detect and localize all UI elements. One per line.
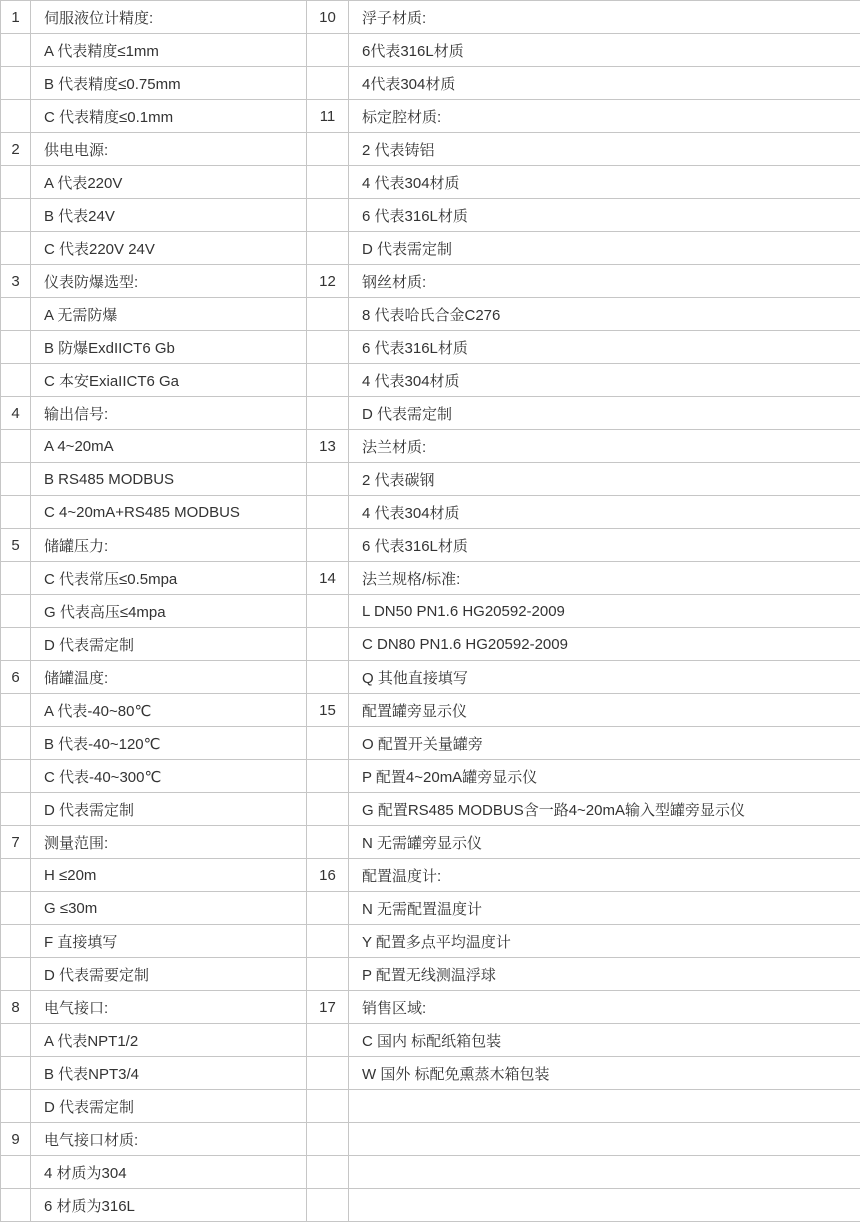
right-index-cell bbox=[307, 727, 349, 760]
left-index-cell bbox=[1, 562, 31, 595]
left-index-cell bbox=[1, 463, 31, 496]
right-index-cell: 14 bbox=[307, 562, 349, 595]
left-option-cell: B 代表精度≤0.75mm bbox=[31, 67, 307, 100]
left-option-cell: G ≤30m bbox=[31, 892, 307, 925]
right-index-cell bbox=[307, 199, 349, 232]
left-option-cell: D 代表需要定制 bbox=[31, 958, 307, 991]
right-option-cell: D 代表需定制 bbox=[349, 232, 860, 265]
left-index-cell: 1 bbox=[1, 1, 31, 34]
right-index-cell bbox=[307, 166, 349, 199]
left-index-cell bbox=[1, 364, 31, 397]
table-row bbox=[1, 1024, 860, 1057]
left-index-cell: 4 bbox=[1, 397, 31, 430]
left-index-cell bbox=[1, 1057, 31, 1090]
table-row bbox=[1, 628, 860, 661]
left-index-cell: 9 bbox=[1, 1123, 31, 1156]
left-option-cell: A 代表NPT1/2 bbox=[31, 1024, 307, 1057]
right-option-cell: 2 代表碳钢 bbox=[349, 463, 860, 496]
table-row bbox=[1, 100, 860, 133]
left-option-cell: 电气接口材质: bbox=[31, 1123, 307, 1156]
right-option-cell: 钢丝材质: bbox=[349, 265, 860, 298]
left-index-cell bbox=[1, 100, 31, 133]
right-option-cell: 法兰材质: bbox=[349, 430, 860, 463]
right-option-cell: G 配置RS485 MODBUS含一路4~20mA输入型罐旁显示仪 bbox=[349, 793, 860, 826]
right-option-cell: W 国外 标配免熏蒸木箱包装 bbox=[349, 1057, 860, 1090]
right-index-cell bbox=[307, 958, 349, 991]
right-option-cell: L DN50 PN1.6 HG20592-2009 bbox=[349, 595, 860, 628]
left-option-cell: 电气接口: bbox=[31, 991, 307, 1024]
right-option-cell: N 无需配置温度计 bbox=[349, 892, 860, 925]
left-option-cell: 储罐温度: bbox=[31, 661, 307, 694]
left-option-cell: D 代表需定制 bbox=[31, 628, 307, 661]
right-index-cell: 17 bbox=[307, 991, 349, 1024]
left-index-cell bbox=[1, 496, 31, 529]
left-index-cell bbox=[1, 1189, 31, 1222]
left-option-cell: B 代表NPT3/4 bbox=[31, 1057, 307, 1090]
table-row bbox=[1, 925, 860, 958]
right-option-cell: 6代表316L材质 bbox=[349, 34, 860, 67]
table-row bbox=[1, 793, 860, 826]
table-row bbox=[1, 727, 860, 760]
right-option-cell: 2 代表铸铝 bbox=[349, 133, 860, 166]
table-row bbox=[1, 859, 860, 892]
right-option-cell bbox=[349, 1090, 860, 1123]
table-row bbox=[1, 298, 860, 331]
table-row bbox=[1, 892, 860, 925]
left-index-cell: 5 bbox=[1, 529, 31, 562]
left-option-cell: H ≤20m bbox=[31, 859, 307, 892]
left-option-cell: B 防爆ExdIICT6 Gb bbox=[31, 331, 307, 364]
left-index-cell bbox=[1, 628, 31, 661]
table-row bbox=[1, 991, 860, 1024]
right-index-cell bbox=[307, 1090, 349, 1123]
right-option-cell bbox=[349, 1189, 860, 1222]
left-index-cell: 7 bbox=[1, 826, 31, 859]
table-row bbox=[1, 760, 860, 793]
left-index-cell bbox=[1, 925, 31, 958]
right-option-cell: 4 代表304材质 bbox=[349, 166, 860, 199]
table-row bbox=[1, 166, 860, 199]
left-option-cell: A 代表精度≤1mm bbox=[31, 34, 307, 67]
left-index-cell bbox=[1, 793, 31, 826]
right-index-cell bbox=[307, 364, 349, 397]
right-option-cell: 销售区域: bbox=[349, 991, 860, 1024]
right-index-cell bbox=[307, 1024, 349, 1057]
table-row bbox=[1, 694, 860, 727]
left-option-cell: 测量范围: bbox=[31, 826, 307, 859]
left-index-cell bbox=[1, 859, 31, 892]
right-index-cell bbox=[307, 133, 349, 166]
right-index-cell bbox=[307, 595, 349, 628]
left-index-cell bbox=[1, 232, 31, 265]
selection-code-table-body bbox=[1, 1, 860, 1222]
table-row bbox=[1, 397, 860, 430]
right-index-cell bbox=[307, 67, 349, 100]
table-row bbox=[1, 529, 860, 562]
table-row bbox=[1, 562, 860, 595]
left-option-cell: B RS485 MODBUS bbox=[31, 463, 307, 496]
right-option-cell: 浮子材质: bbox=[349, 1, 860, 34]
left-option-cell: G 代表高压≤4mpa bbox=[31, 595, 307, 628]
left-option-cell: A 代表220V bbox=[31, 166, 307, 199]
table-row bbox=[1, 661, 860, 694]
table-row bbox=[1, 331, 860, 364]
table-row bbox=[1, 199, 860, 232]
right-index-cell bbox=[307, 1057, 349, 1090]
right-index-cell bbox=[307, 331, 349, 364]
right-index-cell bbox=[307, 1189, 349, 1222]
right-index-cell: 11 bbox=[307, 100, 349, 133]
left-option-cell: 储罐压力: bbox=[31, 529, 307, 562]
table-row bbox=[1, 1090, 860, 1123]
left-index-cell bbox=[1, 199, 31, 232]
right-index-cell bbox=[307, 1123, 349, 1156]
right-option-cell: 配置罐旁显示仪 bbox=[349, 694, 860, 727]
right-option-cell: Q 其他直接填写 bbox=[349, 661, 860, 694]
right-option-cell: D 代表需定制 bbox=[349, 397, 860, 430]
left-index-cell: 6 bbox=[1, 661, 31, 694]
right-option-cell bbox=[349, 1156, 860, 1189]
left-option-cell: F 直接填写 bbox=[31, 925, 307, 958]
right-option-cell: N 无需罐旁显示仪 bbox=[349, 826, 860, 859]
right-index-cell bbox=[307, 628, 349, 661]
left-index-cell bbox=[1, 727, 31, 760]
right-option-cell: Y 配置多点平均温度计 bbox=[349, 925, 860, 958]
left-index-cell bbox=[1, 958, 31, 991]
table-row bbox=[1, 67, 860, 100]
right-index-cell bbox=[307, 661, 349, 694]
right-index-cell bbox=[307, 496, 349, 529]
left-option-cell: 输出信号: bbox=[31, 397, 307, 430]
left-option-cell: C 本安ExiaIICT6 Ga bbox=[31, 364, 307, 397]
left-index-cell bbox=[1, 34, 31, 67]
right-index-cell bbox=[307, 34, 349, 67]
right-index-cell bbox=[307, 892, 349, 925]
right-index-cell: 10 bbox=[307, 1, 349, 34]
right-index-cell bbox=[307, 529, 349, 562]
left-index-cell bbox=[1, 694, 31, 727]
right-option-cell: 标定腔材质: bbox=[349, 100, 860, 133]
right-index-cell bbox=[307, 826, 349, 859]
left-index-cell bbox=[1, 430, 31, 463]
right-option-cell: 4 代表304材质 bbox=[349, 364, 860, 397]
right-index-cell bbox=[307, 397, 349, 430]
right-option-cell: 4代表304材质 bbox=[349, 67, 860, 100]
right-index-cell bbox=[307, 1156, 349, 1189]
left-index-cell: 3 bbox=[1, 265, 31, 298]
right-option-cell: P 配置4~20mA罐旁显示仪 bbox=[349, 760, 860, 793]
left-option-cell: B 代表-40~120℃ bbox=[31, 727, 307, 760]
left-index-cell bbox=[1, 1090, 31, 1123]
right-option-cell: O 配置开关量罐旁 bbox=[349, 727, 860, 760]
table-row bbox=[1, 232, 860, 265]
right-option-cell bbox=[349, 1123, 860, 1156]
left-option-cell: B 代表24V bbox=[31, 199, 307, 232]
left-option-cell: A 代表-40~80℃ bbox=[31, 694, 307, 727]
left-option-cell: C 代表常压≤0.5mpa bbox=[31, 562, 307, 595]
right-option-cell: P 配置无线测温浮球 bbox=[349, 958, 860, 991]
right-option-cell: 法兰规格/标准: bbox=[349, 562, 860, 595]
table-row bbox=[1, 826, 860, 859]
right-index-cell: 16 bbox=[307, 859, 349, 892]
left-index-cell bbox=[1, 1156, 31, 1189]
left-option-cell: C 4~20mA+RS485 MODBUS bbox=[31, 496, 307, 529]
left-option-cell: C 代表220V 24V bbox=[31, 232, 307, 265]
table-row bbox=[1, 1189, 860, 1222]
right-option-cell: 4 代表304材质 bbox=[349, 496, 860, 529]
left-index-cell bbox=[1, 760, 31, 793]
left-option-cell: C 代表精度≤0.1mm bbox=[31, 100, 307, 133]
left-index-cell bbox=[1, 298, 31, 331]
left-option-cell: C 代表-40~300℃ bbox=[31, 760, 307, 793]
left-index-cell: 2 bbox=[1, 133, 31, 166]
table-row bbox=[1, 1, 860, 34]
table-row bbox=[1, 133, 860, 166]
table-row bbox=[1, 463, 860, 496]
right-option-cell: 6 代表316L材质 bbox=[349, 199, 860, 232]
right-option-cell: C 国内 标配纸箱包装 bbox=[349, 1024, 860, 1057]
right-index-cell bbox=[307, 925, 349, 958]
table-row bbox=[1, 430, 860, 463]
left-option-cell: D 代表需定制 bbox=[31, 793, 307, 826]
table-row bbox=[1, 34, 860, 67]
left-index-cell bbox=[1, 892, 31, 925]
right-index-cell bbox=[307, 760, 349, 793]
table-row bbox=[1, 595, 860, 628]
table-row bbox=[1, 496, 860, 529]
table-row bbox=[1, 1057, 860, 1090]
left-index-cell bbox=[1, 67, 31, 100]
left-index-cell: 8 bbox=[1, 991, 31, 1024]
table-row bbox=[1, 1123, 860, 1156]
left-index-cell bbox=[1, 595, 31, 628]
left-option-cell: A 4~20mA bbox=[31, 430, 307, 463]
left-option-cell: 供电电源: bbox=[31, 133, 307, 166]
left-option-cell: A 无需防爆 bbox=[31, 298, 307, 331]
right-option-cell: 6 代表316L材质 bbox=[349, 331, 860, 364]
right-index-cell bbox=[307, 463, 349, 496]
right-index-cell: 13 bbox=[307, 430, 349, 463]
left-option-cell: 仪表防爆选型: bbox=[31, 265, 307, 298]
right-index-cell: 12 bbox=[307, 265, 349, 298]
table-row bbox=[1, 958, 860, 991]
right-index-cell bbox=[307, 793, 349, 826]
right-option-cell: 6 代表316L材质 bbox=[349, 529, 860, 562]
left-option-cell: D 代表需定制 bbox=[31, 1090, 307, 1123]
right-index-cell bbox=[307, 298, 349, 331]
left-index-cell bbox=[1, 331, 31, 364]
left-option-cell: 6 材质为316L bbox=[31, 1189, 307, 1222]
left-option-cell: 4 材质为304 bbox=[31, 1156, 307, 1189]
right-option-cell: C DN80 PN1.6 HG20592-2009 bbox=[349, 628, 860, 661]
table-row bbox=[1, 364, 860, 397]
table-row bbox=[1, 265, 860, 298]
right-option-cell: 8 代表哈氏合金C276 bbox=[349, 298, 860, 331]
right-index-cell bbox=[307, 232, 349, 265]
left-index-cell bbox=[1, 1024, 31, 1057]
left-option-cell: 伺服液位计精度: bbox=[31, 1, 307, 34]
table-row bbox=[1, 1156, 860, 1189]
right-index-cell: 15 bbox=[307, 694, 349, 727]
right-option-cell: 配置温度计: bbox=[349, 859, 860, 892]
left-index-cell bbox=[1, 166, 31, 199]
